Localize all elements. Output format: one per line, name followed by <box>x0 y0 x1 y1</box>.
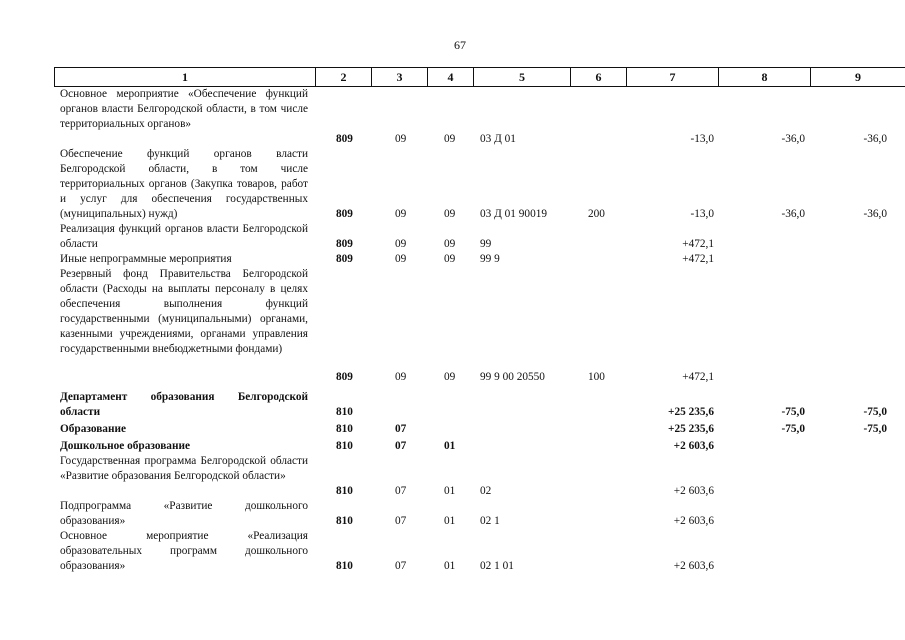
row-name: Основное мероприятие «Реализация образовательных программ дошкольного образования» <box>60 530 308 572</box>
header-col-5: 5 <box>473 68 570 86</box>
cell-section: 09 <box>395 208 407 220</box>
cell-col7: +2 603,6 <box>673 515 714 527</box>
cell-adm: 809 <box>336 208 353 220</box>
cell-subsection: 09 <box>444 238 456 250</box>
row-name: Департамент образования Белгородской области <box>60 391 308 418</box>
cell-col9: -36,0 <box>863 208 887 220</box>
cell-section: 07 <box>395 423 407 435</box>
cell-subsection: 09 <box>444 371 456 383</box>
cell-subsection: 01 <box>444 515 456 527</box>
cell-col8: -75,0 <box>781 406 805 418</box>
row-name: Основное мероприятие «Обеспечение функций органов власти Белгородской области, в том числе территориальных органов» <box>60 88 308 130</box>
header-col-8: 8 <box>718 68 810 86</box>
cell-target-article: 02 1 <box>480 515 500 527</box>
cell-adm: 810 <box>336 423 353 435</box>
page-number: 67 <box>454 38 466 52</box>
cell-adm: 810 <box>336 406 353 418</box>
cell-subsection: 09 <box>444 208 456 220</box>
row-name: Резервный фонд Правительства Белгородской области (Расходы на выплаты персоналу в целях обеспечения выполнения функций государственными (муниципальными) органами, казенными учреждениями, органами управления государственными внебюджетными фондами) <box>60 268 308 355</box>
cell-section: 09 <box>395 371 407 383</box>
cell-adm: 810 <box>336 440 353 452</box>
header-col-1: 1 <box>54 68 315 86</box>
cell-col7: +25 235,6 <box>668 406 714 418</box>
cell-col9: -75,0 <box>863 423 887 435</box>
row-name: Образование <box>60 423 126 435</box>
header-col-4: 4 <box>427 68 473 86</box>
cell-section: 07 <box>395 560 407 572</box>
cell-target-article: 99 9 00 20550 <box>480 371 545 383</box>
cell-col7: +2 603,6 <box>673 440 714 452</box>
cell-adm: 809 <box>336 133 353 145</box>
cell-target-article: 99 <box>480 238 492 250</box>
table-header <box>54 67 905 87</box>
cell-target-article: 02 1 01 <box>480 560 514 572</box>
cell-target-article: 03 Д 01 90019 <box>480 208 548 220</box>
header-col-2: 2 <box>315 68 371 86</box>
cell-section: 09 <box>395 238 407 250</box>
cell-col8: -36,0 <box>781 133 805 145</box>
cell-col7: -13,0 <box>690 208 714 220</box>
cell-adm: 809 <box>336 253 353 265</box>
cell-adm: 810 <box>336 515 353 527</box>
header-col-3: 3 <box>371 68 427 86</box>
cell-col9: -36,0 <box>863 133 887 145</box>
header-col-7: 7 <box>626 68 718 86</box>
cell-col9: -75,0 <box>863 406 887 418</box>
cell-adm: 810 <box>336 560 353 572</box>
header-col-9: 9 <box>810 68 905 86</box>
row-name: Подпрограмма «Развитие дошкольного образования» <box>60 500 308 527</box>
cell-col8: -36,0 <box>781 208 805 220</box>
cell-expense-type: 100 <box>588 371 605 383</box>
row-name: Реализация функций органов власти Белгородской области <box>60 223 308 250</box>
cell-subsection: 01 <box>444 560 456 572</box>
cell-section: 07 <box>395 515 407 527</box>
cell-subsection: 01 <box>444 485 456 497</box>
row-name: Обеспечение функций органов власти Белгородской области, в том числе территориальных органов (Закупка товаров, работ и услуг для обеспечения государственных (муниципальных) нужд) <box>60 148 308 220</box>
cell-section: 09 <box>395 253 407 265</box>
cell-target-article: 03 Д 01 <box>480 133 516 145</box>
cell-col7: +2 603,6 <box>673 560 714 572</box>
cell-section: 09 <box>395 133 407 145</box>
header-col-6: 6 <box>570 68 626 86</box>
row-name: Иные непрограммные мероприятия <box>60 253 232 265</box>
cell-col7: +472,1 <box>682 371 714 383</box>
cell-col7: -13,0 <box>690 133 714 145</box>
cell-adm: 809 <box>336 371 353 383</box>
cell-col7: +472,1 <box>682 253 714 265</box>
cell-col7: +472,1 <box>682 238 714 250</box>
cell-subsection: 09 <box>444 133 456 145</box>
cell-expense-type: 200 <box>588 208 605 220</box>
cell-target-article: 99 9 <box>480 253 500 265</box>
cell-col7: +2 603,6 <box>673 485 714 497</box>
row-name: Государственная программа Белгородской области «Развитие образования Белгородской области» <box>60 455 308 482</box>
cell-section: 07 <box>395 440 407 452</box>
cell-adm: 810 <box>336 485 353 497</box>
cell-target-article: 02 <box>480 485 492 497</box>
row-name: Дошкольное образование <box>60 440 190 452</box>
cell-adm: 809 <box>336 238 353 250</box>
cell-col8: -75,0 <box>781 423 805 435</box>
cell-col7: +25 235,6 <box>668 423 714 435</box>
cell-section: 07 <box>395 485 407 497</box>
cell-subsection: 09 <box>444 253 456 265</box>
cell-subsection: 01 <box>444 440 456 452</box>
